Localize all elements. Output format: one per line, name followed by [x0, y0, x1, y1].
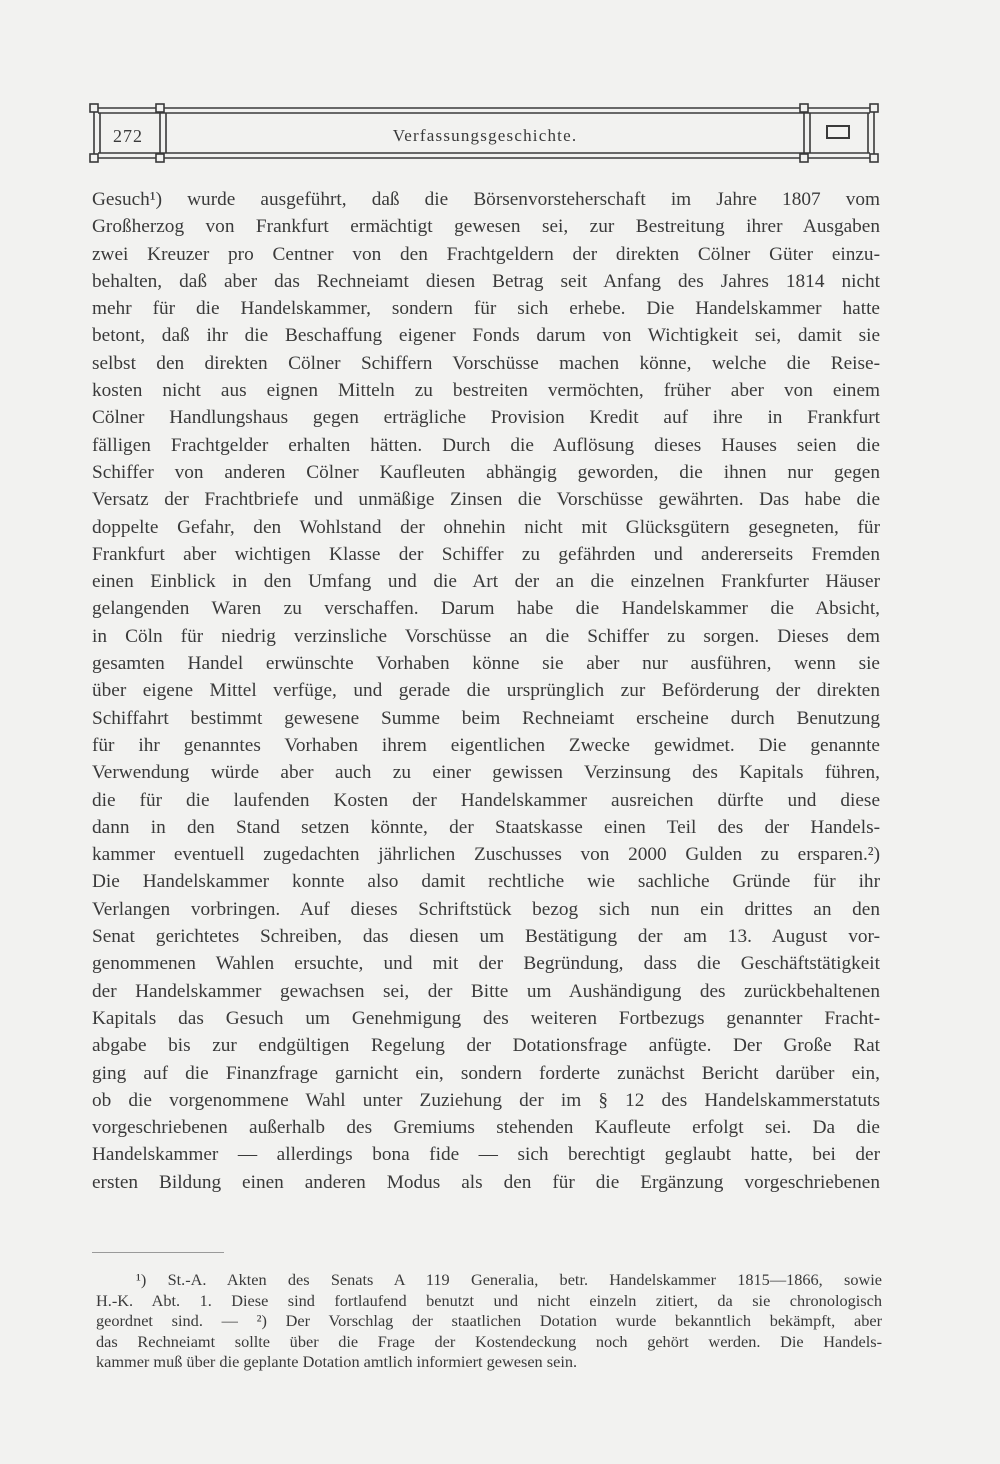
body-line: gesamten Handel erwünschte Vorhaben könne sie aber nur ausführen, wenn sie — [92, 653, 880, 675]
running-title: Verfassungsgeschichte. — [392, 126, 578, 145]
body-line: dann in den Stand setzen könnte, der Staatskasse einen Teil des der Handels- — [92, 816, 880, 838]
body-line: Verwendung würde aber auch zu einer gewissen Verzinsung des Kapitals führen, — [92, 762, 880, 784]
body-line: selbst den direkten Cölner Schiffern Vorschüsse machen könne, welche die Reise- — [92, 352, 880, 374]
body-line: Frankfurt aber wichtigen Klasse der Schiffer zu gefährden und andererseits Fremden — [92, 543, 880, 565]
body-text — [92, 186, 880, 1196]
body-line: doppelte Gefahr, den Wohlstand der ohnehin nicht mit Glücksgütern gesegneten, für — [92, 516, 880, 538]
body-line: Cölner Handlungshaus gegen erträgliche Provision Kredit auf ihre in Frankfurt — [92, 407, 880, 429]
footnote-divider — [92, 1252, 224, 1253]
body-line: die für die laufenden Kosten der Handelskammer ausreichen dürfte und diese — [92, 789, 880, 811]
body-line: ersten Bildung einen anderen Modus als den für die Ergänzung vorgeschriebenen — [92, 1171, 880, 1193]
body-line: für ihr genanntes Vorhaben ihrem eigentlichen Zwecke gewidmet. Die genannte — [92, 734, 880, 756]
body-line: Schiffahrt bestimmt gewesene Summe beim Rechneiamt erscheine durch Benutzung — [92, 707, 880, 729]
footnote-line: kammer muß über die geplante Dotation amtlich informiert gewesen sein. — [96, 1352, 578, 1371]
body-line: einen Einblick in den Umfang und die Art der an die einzelnen Frankfurter Häuser — [92, 571, 880, 593]
footnotes — [96, 1270, 882, 1373]
body-line: kosten nicht aus eignen Mitteln zu bestreiten vermöchten, früher aber von einem — [92, 380, 880, 402]
body-line: betont, daß ihr die Beschaffung eigener Fonds darum von Wichtigkeit sei, damit sie — [92, 325, 880, 347]
body-line: Die Handelskammer konnte also damit rechtliche wie sachliche Gründe für ihr — [92, 871, 880, 893]
body-line: genommenen Wahlen ersuchte, und mit der Begründung, dass die Geschäftstätigkeit — [92, 953, 880, 975]
body-line: über eigene Mittel verfüge, und gerade die ursprünglich zur Beförderung der direkten — [92, 680, 880, 702]
page-number: 272 — [113, 126, 143, 146]
footnote-line: das Rechneiamt sollte über die Frage der Kostendeckung noch gehört werden. Die Handels- — [96, 1331, 882, 1351]
body-line: Kapitals das Gesuch um Genehmigung des weiteren Fortbezugs genannter Fracht- — [92, 1007, 880, 1029]
body-line: in Cöln für niedrig verzinsliche Vorschüsse an die Schiffer zu sorgen. Dieses dem — [92, 625, 880, 647]
body-line: fälligen Frachtgelder erhalten hätten. Durch die Auflösung dieses Hauses seien die — [92, 434, 880, 456]
body-line: mehr für die Handelskammer, sondern für sich erhebe. Die Handelskammer hatte — [92, 298, 880, 320]
footnote-line: geordnet sind. — ²) Der Vorschlag der staatlichen Dotation wurde bekanntlich bekämpft, aber — [96, 1311, 882, 1330]
body-line: Senat gerichtetes Schreiben, das diesen um Bestätigung der am 13. August vor- — [92, 926, 880, 948]
body-line: Handelskammer — allerdings bona fide — sich berechtigt geglaubt hatte, bei der — [92, 1144, 880, 1166]
body-line: Großherzog von Frankfurt ermächtigt gewesen sei, zur Bestreitung ihrer Ausgaben — [92, 216, 880, 238]
body-line: behalten, daß aber das Rechneiamt diesen Betrag seit Anfang des Jahres 1814 nicht — [92, 270, 880, 292]
body-line: der Handelskammer gewachsen sei, der Bitte um Aushändigung des zurückbehaltenen — [92, 980, 880, 1002]
body-line: Gesuch¹) wurde ausgeführt, daß die Börsenvorsteherschaft im Jahre 1807 vom — [92, 189, 880, 210]
body-line: ob die vorgenommene Wahl unter Zuziehung der im § 12 des Handelskammerstatuts — [92, 1089, 880, 1111]
footnote-line: H.-K. Abt. 1. Diese sind fortlaufend benutzt und nicht einzeln zitiert, da sie chronologisch — [96, 1290, 882, 1310]
body-line: abgabe bis zur endgültigen Regelung der Dotationsfrage anfügte. Der Große Rat — [92, 1035, 880, 1057]
footnote-line: ¹) St.-A. Akten des Senats A 119 Generalia, betr. Handelskammer 1815—1866, sowie — [136, 1270, 882, 1289]
body-line: zwei Kreuzer pro Centner von den Frachtgeldern der direkten Cölner Güter einzu- — [92, 243, 880, 265]
body-line: ging auf die Finanzfrage garnicht ein, sondern forderte zunächst Bericht darüber ein, — [92, 1062, 880, 1084]
body-line: Schiffer von anderen Cölner Kaufleuten abhängig geworden, die ihnen nur gegen — [92, 461, 880, 483]
body-line: Versatz der Frachtbriefe und unmäßige Zinsen die Vorschüsse gewährten. Das habe die — [92, 489, 880, 511]
body-line: gelangenden Waren zu verschaffen. Darum habe die Handelskammer die Absicht, — [92, 598, 880, 620]
body-line: Verlangen vorbringen. Auf dieses Schriftstück bezog sich nun ein drittes an den — [92, 898, 880, 920]
body-line: kammer eventuell zugedachten jährlichen Zuschusses von 2000 Gulden zu ersparen.²) — [92, 844, 880, 866]
body-line: vorgeschriebenen außerhalb des Gremiums stehenden Kaufleute erfolgt sei. Da die — [92, 1117, 880, 1139]
